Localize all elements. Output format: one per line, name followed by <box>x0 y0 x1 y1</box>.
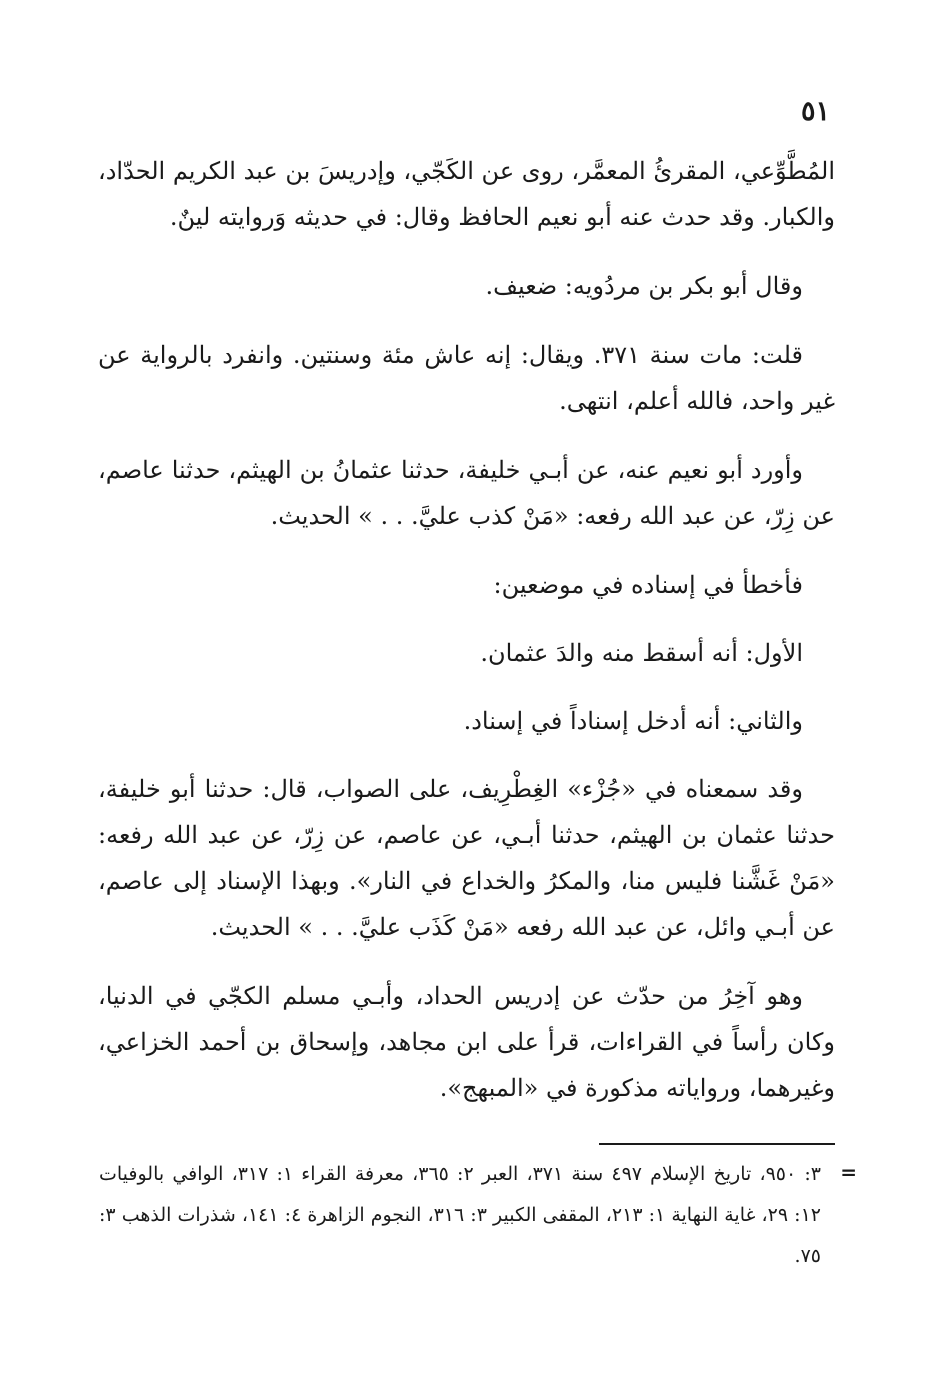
page-number: ٥١ <box>800 96 830 127</box>
footnote-divider <box>599 1143 835 1145</box>
paragraph-6: الأول: أنه أسقط منه والدَ عثمان. <box>480 639 803 667</box>
main-text <box>98 148 835 1134</box>
footnote-continuation-marker: = <box>840 1160 857 1184</box>
footnote-text: ٣: ٩٥٠، تاريخ الإسلام ٤٩٧ سنة ٣٧١، العبر ٢: ٣٦٥، معرفة القراء ١: ٣١٧، الوافي بالوفيات ١٢: ٢٩، غاية النهاية ١: ٢١٣، المقفى الكبير ٣: ٣١٦، النجوم الزاهرة ٤: ١٤١، شذرات الذهب ٣: ٧٥. <box>99 1163 822 1267</box>
paragraph-9: وهو آخِرُ من حدّث عن إدريس الحداد، وأبـي مسلم الكجّي في الدنيا، وكان رأساً في القراءات، قرأ على ابن مجاهد، وإسحاق بن أحمد الخزاعي، وغيرهما، ورواياته مذكورة في «المبهج». <box>98 982 835 1102</box>
paragraph-4: وأورد أبو نعيم عنه، عن أبـي خليفة، حدثنا عثمانُ بن الهيثم، حدثنا عاصم، عن زِرّ، عن عبد الله رفعه: «مَنْ كذب عليَّ. . . » الحديث. <box>98 456 835 530</box>
paragraph-8: وقد سمعناه في «جُزْء» الغِطْرِيف، على الصواب، قال: حدثنا أبو خليفة، حدثنا عثمان بن الهيثم، حدثنا أبـي، عن عاصم، عن زِرّ، عن عبد الله رفعه: «مَنْ غَشَّنا فليس منا، والمكرُ والخداع في النار». وبهذا الإسناد إلى عاصم، عن أبـي وائل، عن عبد الله رفعه «مَنْ كَذَب عليَّ. . . » الحديث. <box>98 775 835 941</box>
paragraph-1: المُطَّوِّعي، المقرئُ المعمَّر، روى عن الكَجّي، وإدريسَ بن عبد الكريم الحدّاد، والكبار. وقد حدث عنه أبو نعيم الحافظ وقال: في حديثه وَروايته لينٌ. <box>98 157 836 231</box>
paragraph-7: والثاني: أنه أدخل إسناداً في إسناد. <box>463 707 803 735</box>
paragraph-5: فأخطأ في إسناده في موضعين: <box>493 571 803 599</box>
paragraph-2: وقال أبو بكر بن مردُويه: ضعيف. <box>485 272 803 300</box>
paragraph-3: قلت: مات سنة ٣٧١. ويقال: إنه عاش مئة وسنتين. وانفرد بالرواية عن غير واحد، فالله أعلم، انتهى. <box>98 341 835 415</box>
